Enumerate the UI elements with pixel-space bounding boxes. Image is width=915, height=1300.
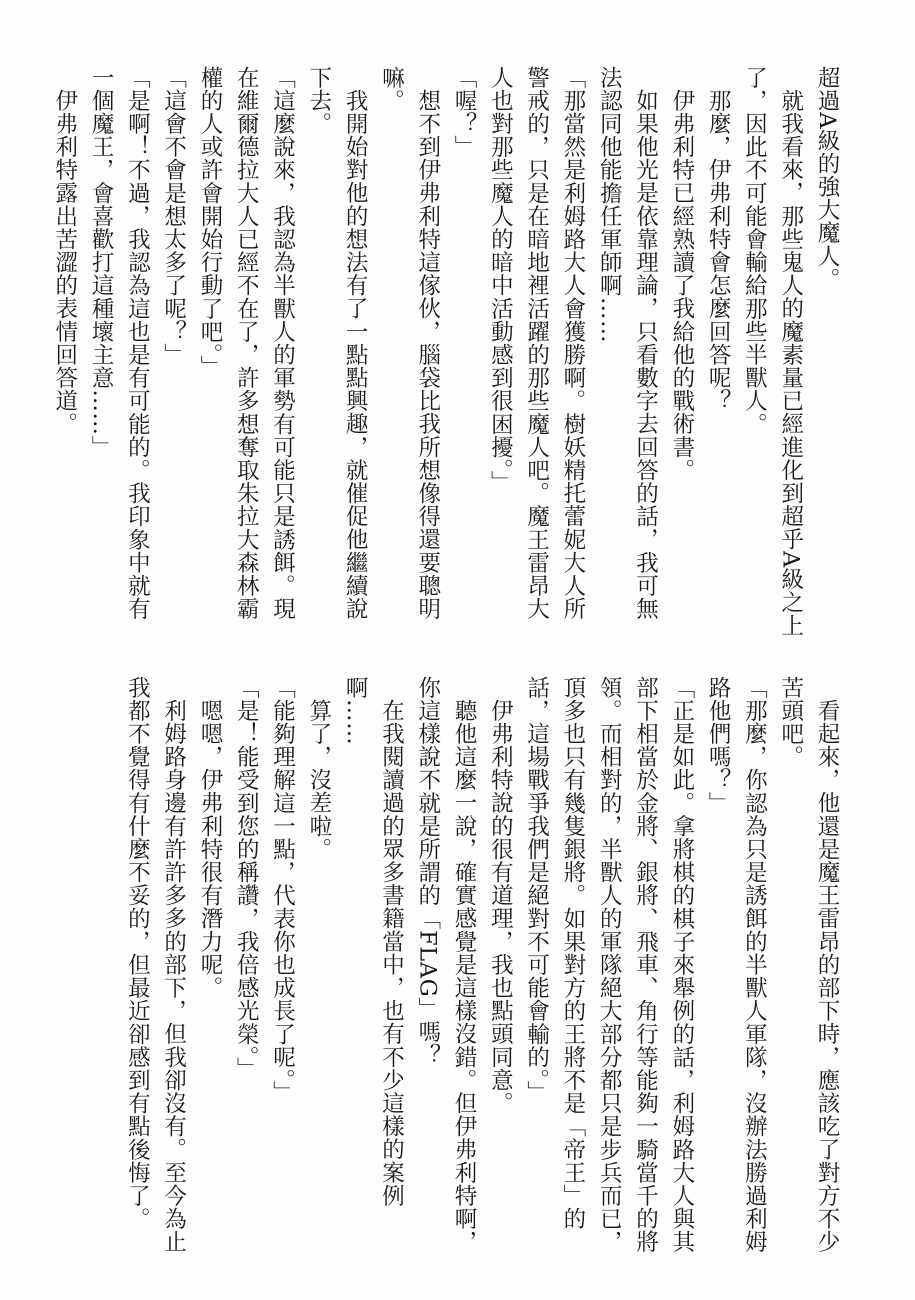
top-text-block	[51, 66, 845, 641]
paragraph: 那麼，伊弗利特會怎麼回答呢？	[705, 88, 732, 412]
paragraph: 如果他光是依靠理論，只看數字去回答的話，我可無法認同他能擔任軍師啊……	[596, 66, 659, 620]
paragraph: 「喔？」	[451, 66, 478, 159]
paragraph: 超過A級的強大魔人。	[814, 66, 840, 291]
paragraph: 「是！能受到您的稱讚，我倍感光榮。」	[233, 676, 260, 1081]
paragraph: 嗯嗯，伊弗利特很有潛力呢。	[196, 698, 223, 999]
paragraph: 「是啊！不過，我認為這也是有可能的。我印象中就有一個魔王，會喜歡打這種壞主意……」	[88, 66, 151, 621]
paragraph: 「能夠理解這一點，代表你也成長了呢。」	[269, 676, 296, 1104]
paragraph: 「正是如此。拿將棋的棋子來舉例的話，利姆路大人與其部下相當於金將、銀將、飛車、角行等能夠一騎當千的將領。而相對的，半獸人的軍隊絕大部分都只是步兵而已，頂多也只有幾隻銀將。如果對方的王將不是「帝王」的話，這場戰爭我們是絕對不可能會輸的。」	[523, 676, 695, 1254]
paragraph: 我開始對他的想法有了一點點興趣，就催促他繼續說下去。	[305, 66, 369, 620]
paragraph: 「那當然是利姆路大人會獲勝啊。樹妖精托蕾妮大人所警戒的，只是在暗地裡活躍的那些魔人吧。魔王雷昂大人也對那些魔人的暗中活動感到很困擾。」	[487, 66, 586, 621]
paragraph: 「那麼，你認為只是誘餌的半獸人軍隊，沒辦法勝過利姆路他們嗎？」	[705, 676, 768, 1254]
paragraph: 就我看來，那些鬼人的魔素量已經進化到超乎A級之上了，因此不可能會輸給那些半獸人。	[741, 66, 804, 637]
paragraph: 算了，沒差啦。	[305, 698, 332, 861]
paragraph: 利姆路身邊有許許多多的部下，但我卻沒有。至今為止我都不覺得有什麼不妥的，但最近卻感到有點後悔了。	[124, 676, 187, 1253]
paragraph: 「這會不會是想太多了呢？」	[160, 66, 187, 367]
paragraph: 伊弗利特露出苦澀的表情回答道。	[51, 88, 78, 435]
paragraph: 「這麼說來，我認為半獸人的軍勢有可能只是誘餌。現在維爾德拉大人已經不在了，許多想奪取朱拉大森林霸權的人或許會開始行動了吧。」	[196, 66, 296, 621]
paragraph: 伊弗利特說的很有道理，我也點頭同意。	[487, 698, 514, 1115]
paragraph: 想不到伊弗利特這傢伙，腦袋比我所想像得還要聰明嘛。	[378, 66, 441, 620]
paragraph: 在我閱讀過的眾多書籍當中，也有不少這樣的案例啊……	[342, 676, 405, 1207]
paragraph: 看起來，他還是魔王雷昂的部下時，應該吃了對方不少苦頭吧。	[777, 676, 840, 1253]
paragraph: 伊弗利特已經熟讀了我給他的戰術書。	[668, 88, 695, 482]
bottom-text-block	[55, 676, 845, 1261]
paragraph: 聽他這麼一說，確實感覺是這樣沒錯。但伊弗利特啊，你這樣說不就是所謂的「FLAG」嗎？	[414, 676, 478, 1253]
